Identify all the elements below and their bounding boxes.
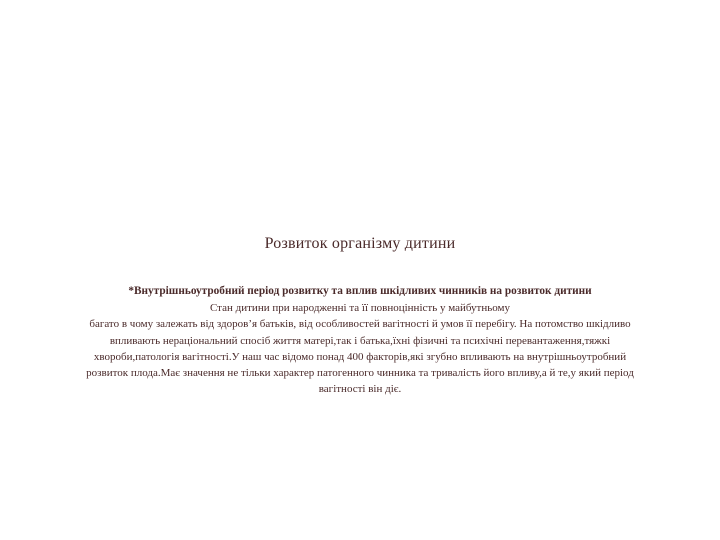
slide-title: Розвиток організму дитини <box>264 235 456 252</box>
body-line: Стан дитини при народженні та її повноцінність у майбутньому <box>209 302 511 315</box>
body-line: вагітності він діє. <box>318 383 402 396</box>
body-heading: *Внутрішньоутробний період розвитку та вплив шкідливих чинників на розвиток дитини <box>128 285 592 297</box>
slide-body <box>30 283 690 397</box>
body-line: впливають нераціональний спосіб життя матері,так і батька,їхні фізичні та психічні перевантаження,тяжкі <box>109 334 611 347</box>
body-line: хвороби,патологія вагітності.У наш час відомо понад 400 факторів,які згубно впливають на внутрішньоутробний <box>93 350 627 363</box>
body-line: розвиток плода.Має значення не тільки характер патогенного чинника та тривалість його впливу,а й те,у який період <box>86 367 634 380</box>
body-line: багато в чому залежать від здоров’я батьків, від особливостей вагітності й умов її перебігу. На потомство шкідливо <box>89 318 631 331</box>
